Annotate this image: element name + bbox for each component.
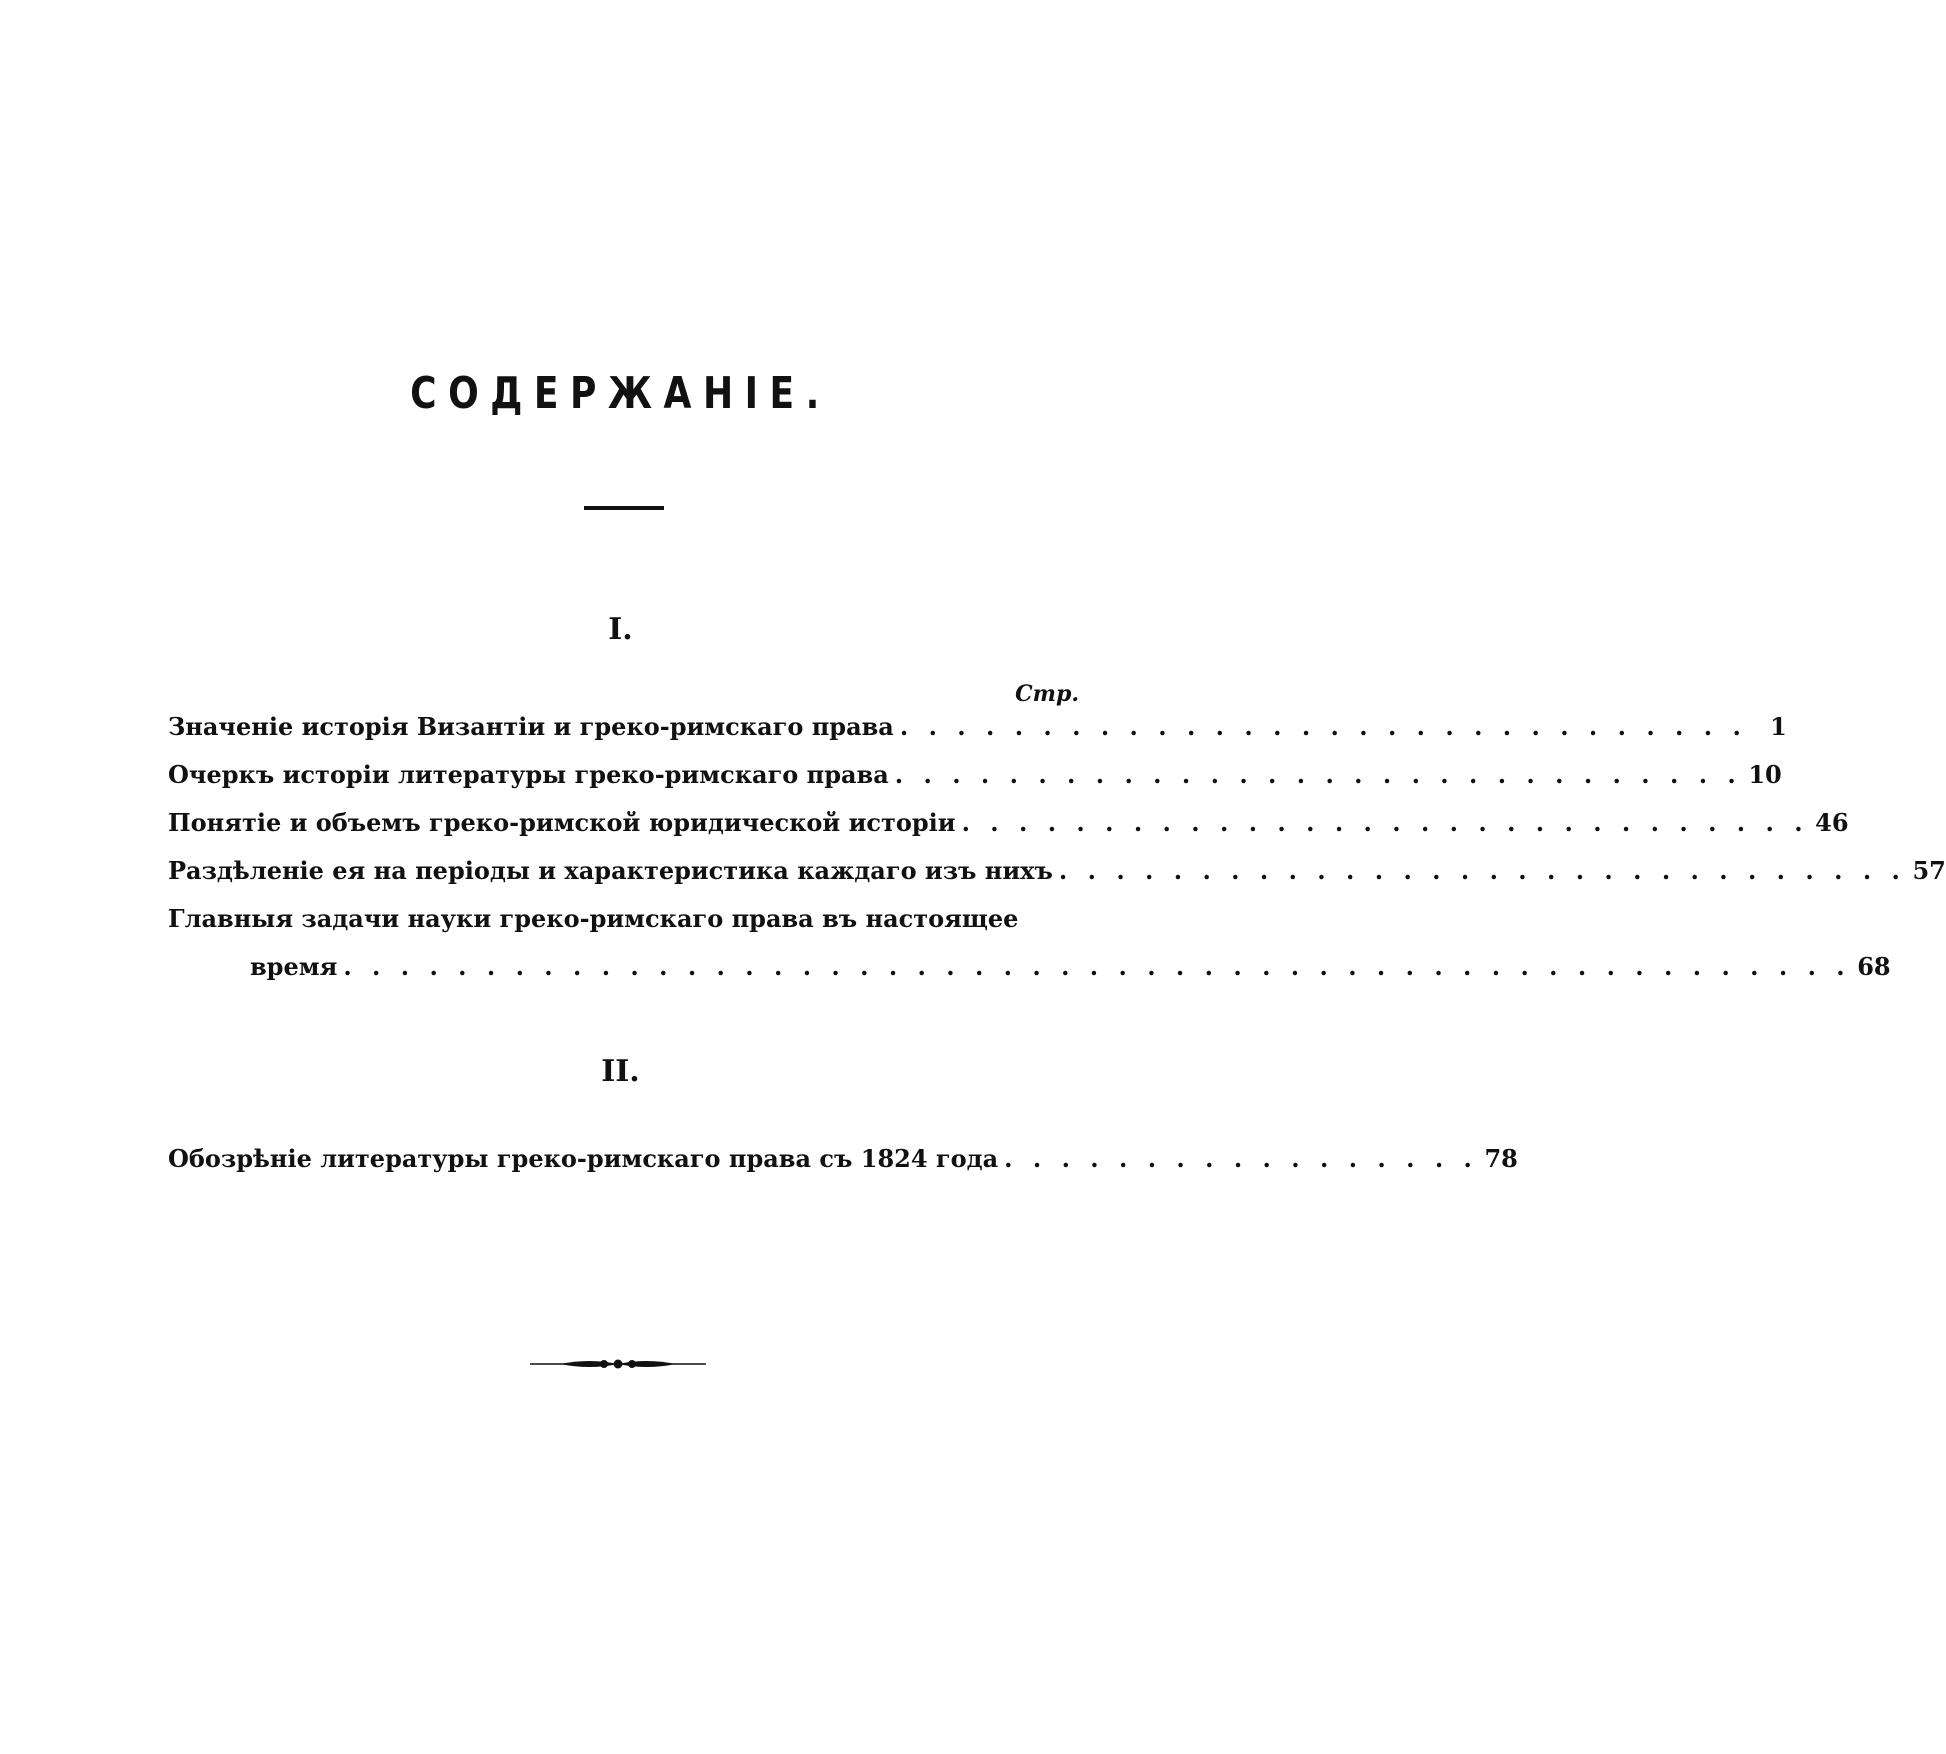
toc-entry-title: Очеркъ исторіи литературы греко-римскаго права <box>168 760 889 789</box>
toc-entry-page: 57 <box>1912 856 1946 885</box>
toc-entry-title: Понятіе и объемъ греко-римской юридической исторіи <box>168 808 956 837</box>
section-numeral-1: I. <box>608 612 633 647</box>
toc-entry-title: Обозрѣніе литературы греко-римскаго права съ 1824 года <box>168 1144 999 1173</box>
section-numeral-2: II. <box>601 1054 640 1089</box>
closing-ornament <box>530 1354 706 1374</box>
toc-entry <box>168 808 1849 842</box>
toc-entry <box>168 904 1076 938</box>
toc-entry-page: 46 <box>1815 808 1849 837</box>
toc-entry-continuation <box>168 952 1891 986</box>
page-column-label: Стр. <box>1015 681 1079 707</box>
leader-dots: . . . . . . . . . . . . . . . . . . . . . . . . . . . . . . <box>899 712 1747 741</box>
leader-dots: . . . . . . . . . . . . . . . . . <box>1004 1144 1478 1173</box>
toc-entry-page: 68 <box>1857 952 1891 981</box>
title-divider <box>584 506 664 510</box>
toc-entry-page: 78 <box>1484 1144 1518 1173</box>
page-title: СОДЕРЖАНІЕ. <box>410 368 831 419</box>
toc-entry-title: Раздѣленіе ея на періоды и характеристика каждаго изъ нихъ <box>168 856 1053 885</box>
toc-entry-page: 1 <box>1770 712 1787 741</box>
toc-entry-title: Главныя задачи науки греко-римскаго права въ настоящее <box>168 904 1019 933</box>
leader-dots: . . . . . . . . . . . . . . . . . . . . . . . . . . . . . . <box>1058 856 1906 885</box>
toc-entry <box>168 760 1782 794</box>
leader-dots: . . . . . . . . . . . . . . . . . . . . . . . . . . . . . . <box>894 760 1742 789</box>
leader-dots: . . . . . . . . . . . . . . . . . . . . . . . . . . . . . . . . . . . . . . . . . . . . . . . . . . . . . <box>343 952 1851 981</box>
toc-entry-page: 10 <box>1748 760 1782 789</box>
leader-dots: . . . . . . . . . . . . . . . . . . . . . . . . . . . . . . <box>961 808 1809 837</box>
toc-entry <box>168 856 1946 890</box>
toc-entry-title: Значеніе исторія Византіи и греко-римскаго права <box>168 712 894 741</box>
toc-entry <box>168 1144 1518 1178</box>
toc-entry-title: время <box>250 952 338 981</box>
toc-entry <box>168 712 1787 746</box>
